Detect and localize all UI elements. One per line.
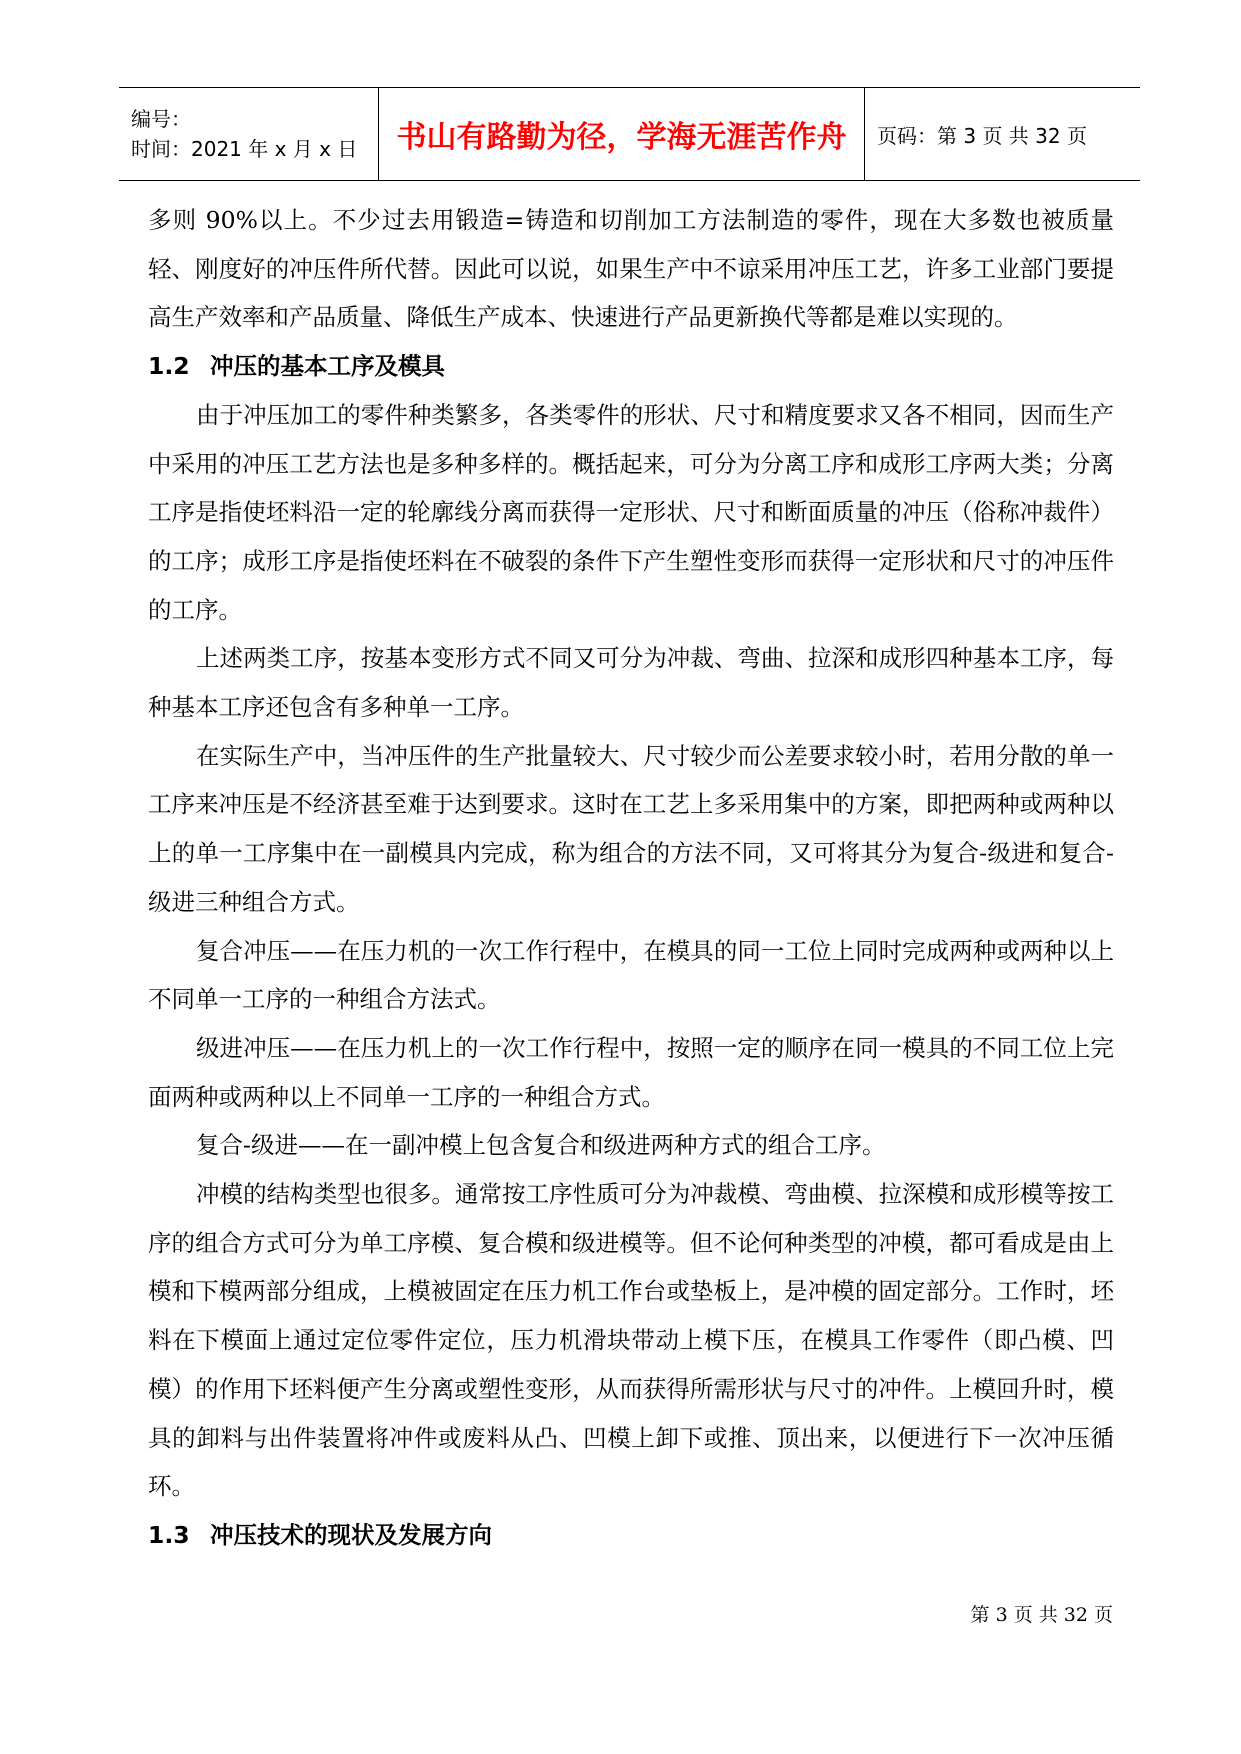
paragraph: 级进冲压——在压力机上的一次工作行程中，按照一定的顺序在同一模具的不同工位上完面两种或两种以上不同单一工序的一种组合方式。 — [148, 1033, 1114, 1111]
paragraph: 复合-级进——在一副冲模上包含复合和级进两种方式的组合工序。 — [196, 1131, 886, 1160]
document-body — [148, 196, 1114, 1560]
document-number-label: 编号： — [131, 107, 191, 131]
paragraph: 冲模的结构类型也很多。通常按工序性质可分为冲裁模、弯曲模、拉深模和成形模等按工序的组合方式可分为单工序模、复合模和级进模等。但不论何种类型的冲模，都可看成是由上模和下模两部分组成，上模被固定在压力机工作台或垫板上，是冲模的固定部分。工作时，坯料在下模面上通过定位零件定位，压力机滑块带动上模下压，在模具工作零件（即凸模、凹模）的作用下坯料便产生分离或塑性变形，从而获得所需形状与尺寸的冲件。上模回升时，模具的卸料与出件装置将冲件或废料从凸、凹模上卸下或推、顶出来，以便进行下一次冲压循环。 — [148, 1180, 1114, 1501]
paragraph: 多则 90%以上。不少过去用锻造=铸造和切削加工方法制造的零件，现在大多数也被质量轻、刚度好的冲压件所代替。因此可以说，如果生产中不谅采用冲压工艺，许多工业部门要提高生产效率和产品质量、降低生产成本、快速进行产品更新换代等都是难以实现的。 — [148, 206, 1114, 332]
header-motto: 书山有路勤为径，学海无涯苦作舟 — [396, 120, 847, 155]
header-motto-cell — [379, 88, 865, 180]
document-time-label: 时间：2021 年 x 月 x 日 — [131, 137, 358, 161]
paragraph: 复合冲压——在压力机的一次工作行程中，在模具的同一工位上同时完成两种或两种以上不同单一工序的一种组合方法式。 — [148, 936, 1114, 1014]
header-info-cell — [119, 88, 379, 180]
section-number: 1.3 — [148, 1520, 190, 1549]
document-header — [119, 87, 1140, 181]
paragraph: 上述两类工序，按基本变形方式不同又可分为冲裁、弯曲、拉深和成形四种基本工序，每种基本工序还包含有多种单一工序。 — [148, 644, 1114, 722]
page-footer: 第 3 页 共 32 页 — [970, 1604, 1113, 1626]
header-page-cell — [865, 88, 1140, 180]
section-heading-1-3 — [148, 1511, 1114, 1560]
paragraph: 在实际生产中，当冲压件的生产批量较大、尺寸较少而公差要求较小时，若用分散的单一工序来冲压是不经济甚至难于达到要求。这时在工艺上多采用集中的方案，即把两种或两种以上的单一工序集中在一副模具内完成，称为组合的方法不同，又可将其分为复合-级进和复合-级进三种组合方式。 — [148, 741, 1114, 916]
paragraph: 由于冲压加工的零件种类繁多，各类零件的形状、尺寸和精度要求又各不相同，因而生产中采用的冲压工艺方法也是多种多样的。概括起来，可分为分离工序和成形工序两大类；分离工序是指使坯料沿一定的轮廓线分离而获得一定形状、尺寸和断面质量的冲压（俗称冲裁件）的工序；成形工序是指使坯料在不破裂的条件下产生塑性变形而获得一定形状和尺寸的冲压件的工序。 — [148, 400, 1114, 624]
section-title: 冲压技术的现状及发展方向 — [210, 1520, 492, 1549]
section-heading-1-2 — [148, 342, 1114, 391]
section-title: 冲压的基本工序及模具 — [210, 352, 445, 381]
section-number: 1.2 — [148, 352, 190, 381]
header-page-label: 页码：第 3 页 共 32 页 — [877, 123, 1087, 148]
